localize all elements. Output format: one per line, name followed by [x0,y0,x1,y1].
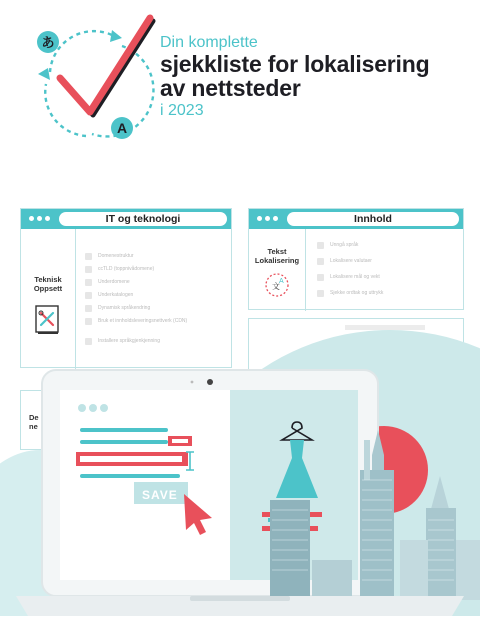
item-label: Lokalisere valutaer [330,258,372,264]
item-label: ccTLD (toppnivådomene) [98,266,155,272]
checklist-item[interactable] [317,242,457,249]
item-label: Underdomene [98,279,130,285]
form-line [80,474,180,478]
checklist-item[interactable] [85,266,225,273]
checkbox[interactable] [85,279,92,286]
checklist-item[interactable] [85,305,225,312]
item-label: Unngå språk [330,242,359,248]
item-label: Underkatalogen [98,292,134,298]
checklist-item[interactable] [85,318,225,325]
it-technology-panel [20,208,232,368]
checkbox[interactable] [317,274,324,281]
checkbox[interactable] [317,290,324,297]
section-label-line-2: Oppsett [33,284,63,293]
form-line [80,428,168,432]
title-line-3: av nettsteder [160,75,301,101]
laptop-camera [207,379,213,385]
title-line-2: sjekkliste for lokalisering [160,51,430,77]
item-label: Bruk et innholdsleveringsnettverk (CDN) [98,318,188,324]
window-dots-icon [257,216,278,221]
checklist-item[interactable] [317,274,457,281]
svg-text:A: A [116,120,128,136]
item-label: Installere språkgjenkjenning [98,338,160,344]
content-panel [248,208,464,310]
svg-text:文: 文 [272,282,280,291]
text-localization-icon [263,271,291,299]
checklist-item[interactable] [85,279,225,286]
panel-title: Innhold [287,212,459,226]
checklist-item[interactable] [317,258,457,265]
checkbox[interactable] [85,253,92,260]
section-label-line-2: Lokalisering [254,256,300,265]
checkbox[interactable] [85,318,92,325]
checkbox[interactable] [85,338,92,345]
save-button[interactable]: SAVE [142,488,178,502]
item-label: Sjekke ordtak og uttrykk [330,290,384,296]
checklist-item[interactable] [85,292,225,299]
item-label: Dynamisk språkendring [98,305,151,311]
checkbox[interactable] [85,305,92,312]
checklist-logo-icon [28,12,156,148]
checklist-item[interactable] [85,338,225,345]
tools-icon [35,305,61,335]
title-line-1: Din komplette [160,34,258,51]
section-label [21,275,75,293]
panel-title-bar [249,209,463,229]
checklist-item[interactable] [85,253,225,260]
svg-text:あ: あ [41,36,55,51]
form-line [80,440,168,444]
checkbox[interactable] [317,258,324,265]
ground-shadow [0,616,480,640]
section-cell [21,229,76,369]
section-label [249,247,305,265]
title-line-4: i 2023 [160,102,204,119]
checkbox[interactable] [85,266,92,273]
window-dots-icon [29,216,50,221]
checkbox[interactable] [317,242,324,249]
laptop-sensor [191,381,194,384]
checkbox[interactable] [85,292,92,299]
placeholder-line [345,325,425,330]
section-label-line-1: Tekst [267,247,287,256]
panel-title: IT og teknologi [59,212,227,226]
page-title [160,34,476,121]
item-label: Domenestruktur [98,253,134,259]
lower-label-line-1: De [29,413,39,422]
section-label-line-1: Teknisk [34,275,62,284]
item-label: Lokalisere mål og vekt [330,274,380,280]
panel-title-bar [21,209,231,229]
section-cell [249,229,306,311]
svg-text:A: A [279,278,284,285]
lower-label-line-2: ne [29,422,38,431]
checklist-item[interactable] [317,290,457,297]
